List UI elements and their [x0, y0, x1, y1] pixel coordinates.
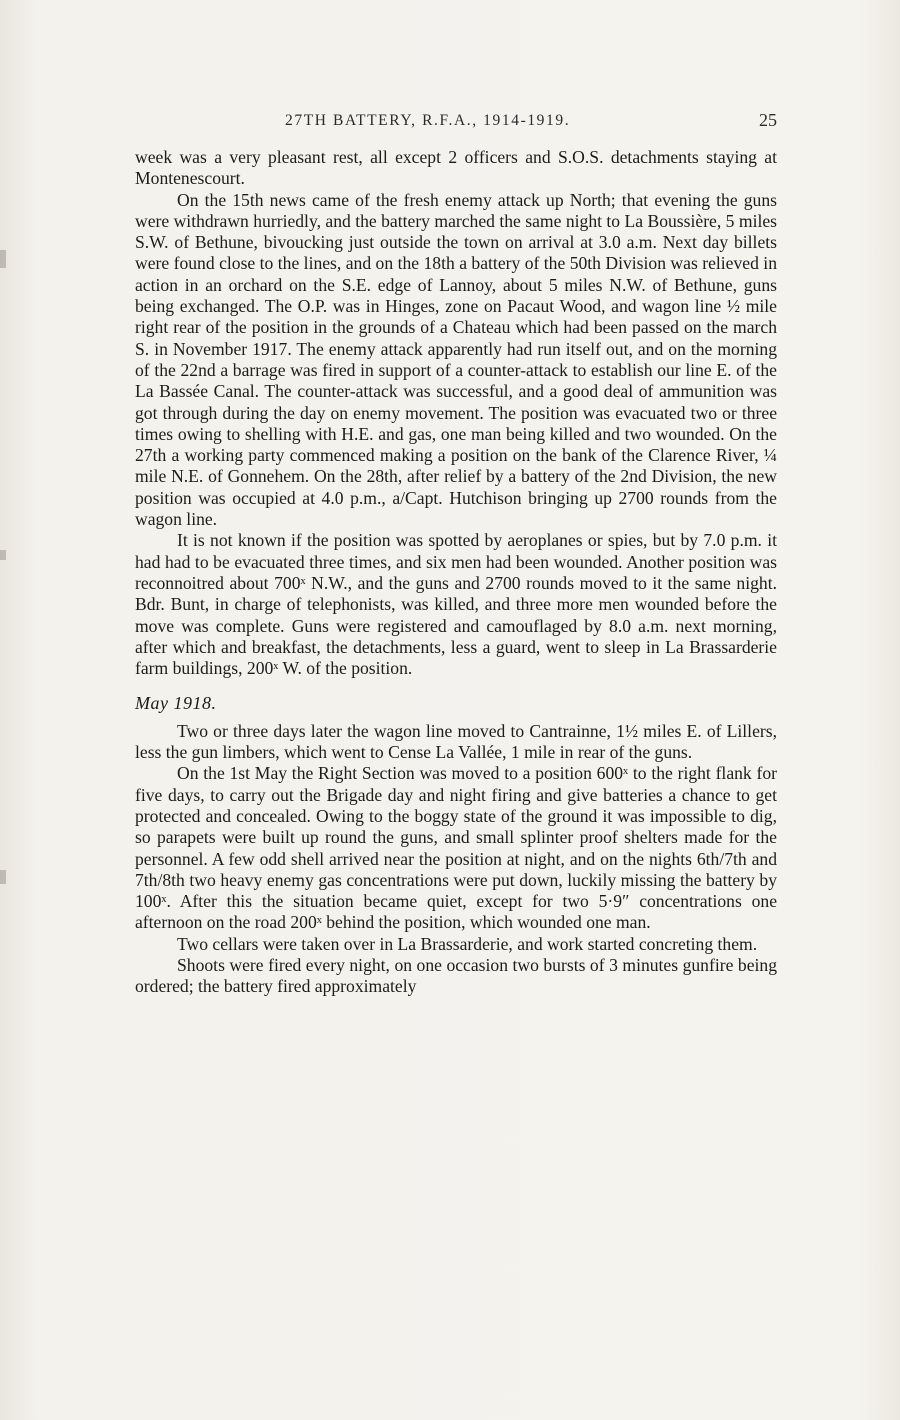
paragraph: On the 1st May the Right Section was moved to a position 600ˣ to the right flank for five days, to carry out the Brigade day and night firing and give batteries a chance to get protected and concealed. Owing to the boggy state of the ground it was impossible to dig, so parapets were built up round the guns, and small splinter proof shelters made for the personnel. A few odd shell arrived near the position at night, and on the nights 6th/7th and 7th/8th two heavy enemy gas concentrations were put down, luckily missing the battery by 100ˣ. After this the situation became quiet, except for two 5·9″ concentrations one afternoon on the road 200ˣ behind the position, which wounded one man. [135, 763, 777, 933]
paragraph: week was a very pleasant rest, all except 2 officers and S.O.S. detachments staying at Montenescourt. [135, 147, 777, 189]
body-text [135, 147, 777, 998]
page-edge-mark [0, 550, 6, 560]
page-number: 25 [759, 110, 777, 130]
paragraph: It is not known if the position was spotted by aeroplanes or spies, but by 7.0 p.m. it had had to be evacuated three times, and six men had been wounded. Another position was reconnoitred about 700ˣ N.W., and the guns and 2700 rounds moved to it the same night. Bdr. Bunt, in charge of telephonists, was killed, and three more men wounded before the move was complete. Guns were registered and camouflaged by 8.0 a.m. next morning, after which and breakfast, the detachments, less a guard, went to sleep in La Brassarderie farm buildings, 200ˣ W. of the position. [135, 530, 777, 679]
page-edge-mark [0, 870, 6, 884]
section-heading: May 1918. [135, 693, 217, 714]
paragraph: Two cellars were taken over in La Brassarderie, and work started concreting them. [177, 933, 758, 954]
paragraph: Shoots were fired every night, on one occasion two bursts of 3 minutes gunfire being ordered; the battery fired approximately [135, 954, 777, 997]
paragraph: On the 15th news came of the fresh enemy attack up North; that evening the guns were withdrawn hurriedly, and the battery marched the same night to La Boussière, 5 miles S.W. of Bethune, bivoucking just outside the town on arrival at 3.0 a.m. Next day billets were found close to the lines, and on the 18th a battery of the 50th Division was relieved in action in an orchard on the S.E. edge of Lannoy, about 5 miles N.W. of Bethune, guns being exchanged. The O.P. was in Hinges, zone on Pacaut Wood, and wagon line ½ mile right rear of the position in the grounds of a Chateau which had been passed on the march S. in November 1917. The enemy attack apparently had run itself out, and on the morning of the 22nd a barrage was fired in support of a counter-attack to establish our line E. of the La Bassée Canal. The counter-attack was successful, and a good deal of ammunition was got through during the day on enemy movement. The position was evacuated two or three times owing to shelling with H.E. and gas, one man being killed and two wounded. On the 27th a working party commenced making a position on the bank of the Clarence River, ¼ mile N.E. of Gonnehem. On the 28th, after relief by a battery of the 2nd Division, the new position was occupied at 4.0 p.m., a/Capt. Hutchison bringing up 2700 rounds from the wagon line. [135, 189, 777, 530]
running-head: 27TH BATTERY, R.F.A., 1914-1919. [285, 112, 571, 129]
page-header [135, 112, 777, 134]
page-edge-mark [0, 250, 6, 268]
paragraph: Two or three days later the wagon line moved to Cantrainne, 1½ miles E. of Lillers, less the gun limbers, which went to Cense La Vallée, 1 mile in rear of the guns. [135, 720, 777, 763]
